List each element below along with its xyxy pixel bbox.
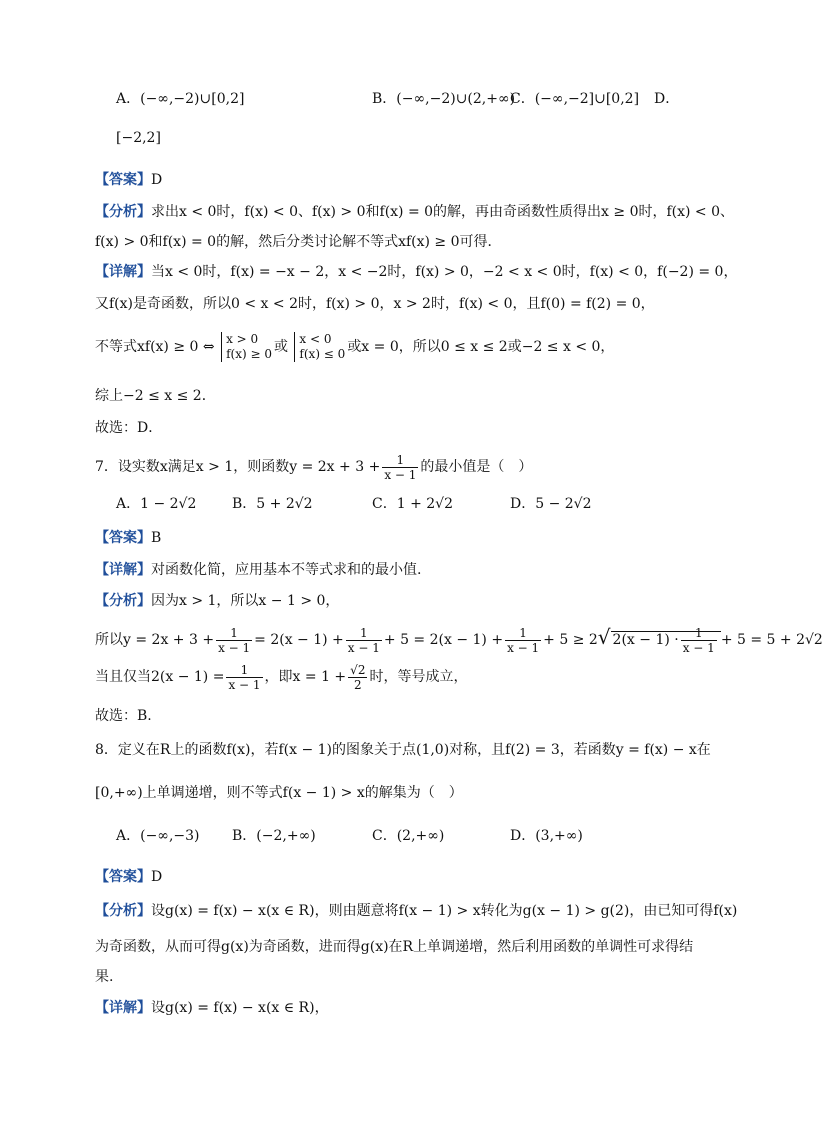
fraction-numerator: √2 xyxy=(350,662,366,677)
detail-tag: 【详解】 xyxy=(95,1000,151,1016)
detail-tag: 【详解】 xyxy=(95,562,151,578)
q6-detail-line-2: 又f(x)是奇函数，所以0 < x < 2时，f(x) > 0，x > 2时，f(x) < 0，且f(0) = f(2) = 0， xyxy=(95,296,655,312)
q7-equality-part-a: 当且仅当2(x − 1) = xyxy=(95,669,225,685)
fraction-numerator: 1 xyxy=(382,453,418,468)
fraction xyxy=(226,663,262,692)
q6-analysis-line-1 xyxy=(95,202,734,222)
q8-option-d: D．(3,+∞) xyxy=(510,828,583,844)
q7-stem xyxy=(95,452,532,482)
answer-tag: 【答案】 xyxy=(95,172,151,188)
fraction-denominator: x − 1 xyxy=(347,640,380,655)
q6-system-1-top: x > 0 xyxy=(226,332,259,346)
q7-detail-line xyxy=(95,560,421,580)
fraction xyxy=(216,626,252,655)
fraction-numerator: 1 xyxy=(681,626,717,641)
fraction-denominator: x − 1 xyxy=(384,467,417,482)
q7-sqrt-text: 2(x − 1) · xyxy=(612,632,679,648)
fraction-numerator: 1 xyxy=(505,626,541,641)
q8-answer-line xyxy=(95,867,162,887)
answer-tag: 【答案】 xyxy=(95,869,151,885)
q7-choose: 故选：B. xyxy=(95,708,152,724)
q8-stem-line-2: [0,+∞)上单调递增，则不等式f(x − 1) > x的解集为（ ） xyxy=(95,785,463,801)
q7-derivation-part-e: + 5 = 5 + 2√2 xyxy=(720,632,823,648)
q7-derivation-part-b: = 2(x − 1) + xyxy=(254,632,344,648)
fraction-denominator: 2 xyxy=(353,677,362,692)
q7-analysis-line-1 xyxy=(95,591,339,611)
q7-option-d: D．5 − 2√2 xyxy=(510,496,592,512)
analysis-tag: 【分析】 xyxy=(95,903,151,919)
q6-analysis-line-2: f(x) > 0和f(x) = 0的解，然后分类讨论解不等式xf(x) ≥ 0可得． xyxy=(95,234,502,250)
q6-detail-line-3 xyxy=(95,330,614,364)
q6-system-1-bottom: f(x) ≥ 0 xyxy=(226,347,272,361)
q6-option-d-value: [−2,2] xyxy=(116,130,161,146)
q6-option-b: B．(−∞,−2)∪(2,+∞) xyxy=(372,91,516,107)
q6-choose: 故选：D． xyxy=(95,420,163,436)
answer-tag: 【答案】 xyxy=(95,530,151,546)
q6-or: 或 xyxy=(273,339,288,355)
q7-derivation-part-c: + 5 = 2(x − 1) + xyxy=(383,632,504,648)
q7-equality-part-b: ，即x = 1 + xyxy=(264,669,347,685)
sqrt-sign-icon: √ xyxy=(597,625,611,649)
q6-detail-line-4: 综上−2 ≤ x ≤ 2． xyxy=(95,388,216,404)
q8-analysis-text-1: 设g(x) = f(x) − x(x ∈ R)，则由题意将f(x − 1) > x转化为g(x − 1) > g(2)，由已知可得f(x) xyxy=(151,903,738,919)
fraction-denominator: x − 1 xyxy=(228,677,261,692)
q8-option-b: B．(−2,+∞) xyxy=(232,828,316,844)
q8-stem-line-1: 8．定义在R上的函数f(x)，若f(x − 1)的图象关于点(1,0)对称，且f(2) = 3，若函数y = f(x) − x在 xyxy=(95,742,711,758)
q7-equality-part-c: 时，等号成立， xyxy=(369,669,468,685)
q7-detail-text: 对函数化简，应用基本不等式求和的最小值. xyxy=(151,562,422,578)
q7-derivation-part-d: + 5 ≥ 2 xyxy=(543,632,598,648)
q7-option-c: C．1 + 2√2 xyxy=(372,496,453,512)
q6-option-a: A．(−∞,−2)∪[0,2] xyxy=(116,91,245,107)
q8-detail-text-1: 设g(x) = f(x) − x(x ∈ R)， xyxy=(151,1000,329,1016)
q7-answer-line xyxy=(95,528,161,548)
q8-analysis-line-1 xyxy=(95,901,737,921)
q7-sqrt-body xyxy=(611,625,721,655)
q7-equality-line xyxy=(95,660,467,694)
fraction-numerator: 1 xyxy=(226,663,262,678)
q8-option-a: A．(−∞,−3) xyxy=(116,828,200,844)
q6-system-1 xyxy=(221,332,272,362)
q6-inequality-tail: 或x = 0，所以0 ≤ x ≤ 2或−2 ≤ x < 0， xyxy=(347,339,615,355)
fraction xyxy=(346,626,382,655)
q7-answer: B xyxy=(151,530,162,546)
q7-stem-lead: 7．设实数x满足x > 1，则函数y = 2x + 3 + xyxy=(95,459,381,475)
fraction-denominator: x − 1 xyxy=(218,640,251,655)
q7-option-b: B．5 + 2√2 xyxy=(232,496,313,512)
q8-option-c: C．(2,+∞) xyxy=(372,828,445,844)
q6-option-c: C．(−∞,−2]∪[0,2] xyxy=(510,91,640,107)
q6-analysis-text-1: 求出x < 0时，f(x) < 0、f(x) > 0和f(x) = 0的解，再由奇函数性质得出x ≥ 0时，f(x) < 0、 xyxy=(151,204,735,220)
fraction-denominator: x − 1 xyxy=(682,640,715,655)
q6-option-d-label: D． xyxy=(654,91,680,107)
q7-analysis-text-1: 因为x > 1，所以x − 1 > 0， xyxy=(151,593,340,609)
fraction xyxy=(681,626,717,655)
fraction xyxy=(505,626,541,655)
q6-inequality-lead: 不等式xf(x) ≥ 0 ⇔ xyxy=(95,339,215,355)
q6-answer-line xyxy=(95,170,162,190)
q8-detail-line-1 xyxy=(95,998,329,1018)
fraction-denominator: x − 1 xyxy=(507,640,540,655)
q8-answer: D xyxy=(151,869,163,885)
q6-answer: D xyxy=(151,172,163,188)
q7-derivation-line xyxy=(95,620,823,657)
analysis-tag: 【分析】 xyxy=(95,593,151,609)
fraction-numerator: 1 xyxy=(216,626,252,641)
fraction xyxy=(348,663,367,692)
q7-stem-tail: 的最小值是（ ） xyxy=(420,459,533,475)
fraction-numerator: 1 xyxy=(346,626,382,641)
q6-detail-line-1 xyxy=(95,262,737,282)
q6-detail-text-1: 当x < 0时，f(x) = −x − 2，x < −2时，f(x) > 0，−2 < x < 0时，f(x) < 0，f(−2) = 0， xyxy=(151,264,738,280)
q6-system-2-top: x < 0 xyxy=(299,332,332,346)
q7-stem-fraction xyxy=(382,453,418,482)
q7-option-a: A．1 − 2√2 xyxy=(116,496,197,512)
q6-system-2 xyxy=(294,332,345,362)
q6-system-2-bottom: f(x) ≤ 0 xyxy=(299,347,346,361)
detail-tag: 【详解】 xyxy=(95,264,151,280)
analysis-tag: 【分析】 xyxy=(95,204,151,220)
q8-analysis-line-2: 为奇函数，从而可得g(x)为奇函数，进而得g(x)在R上单调递增，然后利用函数的单调性可求得结 xyxy=(95,939,694,955)
q7-derivation-part-a: 所以y = 2x + 3 + xyxy=(95,632,215,648)
q8-analysis-line-3: 果. xyxy=(95,969,114,985)
